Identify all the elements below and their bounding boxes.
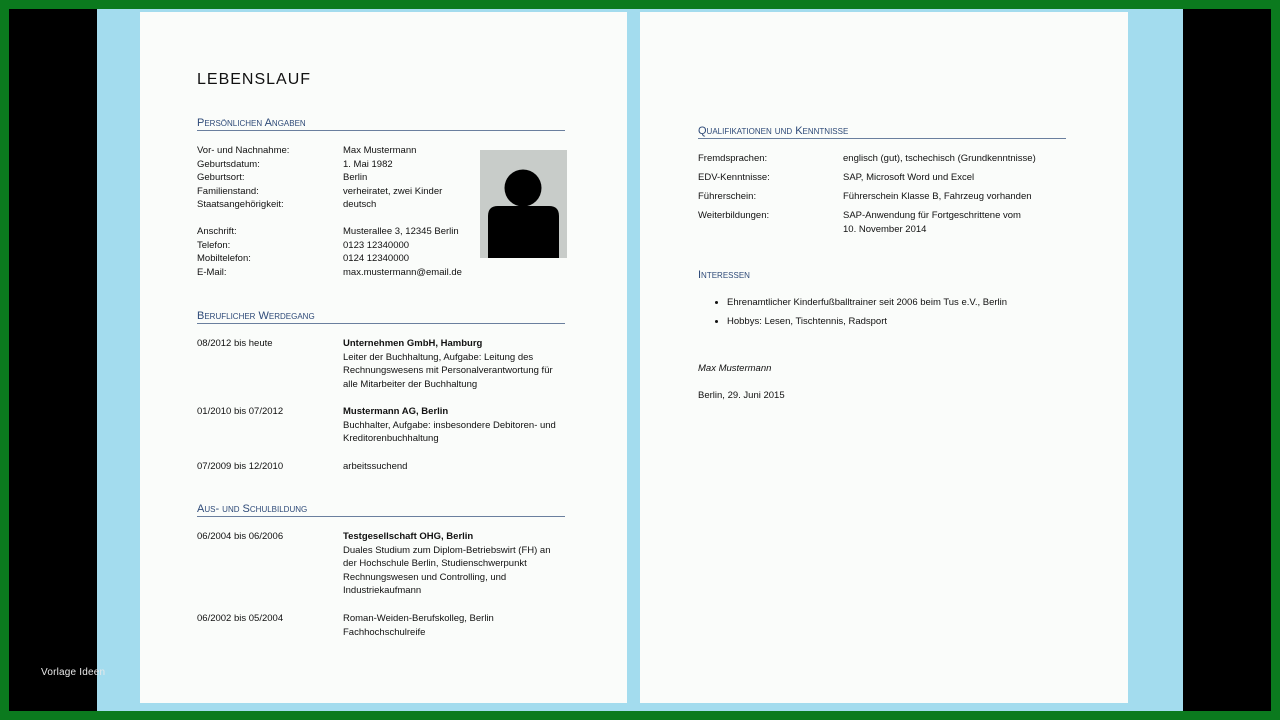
entry-line: arbeitssuchend — [343, 461, 408, 472]
page-right — [640, 12, 1128, 703]
field-value: 1. Mai 1982 — [343, 158, 393, 170]
entry-line: alle Mitarbeiter der Buchhaltung — [343, 378, 478, 390]
entry-employer: Mustermann AG, Berlin — [343, 406, 449, 417]
profile-photo — [480, 150, 567, 258]
watermark: Vorlage Ideen — [41, 667, 106, 678]
field-label: Mobiltelefon: — [197, 253, 251, 265]
list-item: • Ehrenamtlicher Kinderfußballtrainer seit 2006 beim Tus e.V., Berlin — [727, 296, 1007, 310]
entry-line: Duales Studium zum Diplom-Betriebswirt (FH) an — [343, 544, 551, 556]
entry-line: Buchhalter, Aufgabe: insbesondere Debitoren- und — [343, 419, 556, 431]
entry-period: 08/2012 bis heute — [197, 338, 273, 349]
entry-line: Roman-Weiden-Berufskolleg, Berlin — [343, 613, 494, 624]
entry-line: Kreditorenbuchhaltung — [343, 433, 439, 445]
field-value: Max Mustermann — [343, 145, 417, 156]
section-heading-education: Aus- und Schulbildung — [197, 503, 565, 517]
qualification-label: Fremdsprachen: — [698, 153, 768, 164]
signature-name: Max Mustermann — [698, 363, 772, 374]
entry-period: 06/2004 bis 06/2006 — [197, 531, 284, 542]
interests-list — [698, 296, 1007, 334]
section-heading-qualifications: Qualifikationen und Kenntnisse — [698, 125, 1066, 139]
field-value: max.mustermann@email.de — [343, 266, 462, 278]
entry-line: Fachhochschulreife — [343, 626, 426, 638]
qualification-label: EDV-Kenntnisse: — [698, 172, 770, 183]
qualification-label: Führerschein: — [698, 191, 757, 202]
entry-employer: Testgesellschaft OHG, Berlin — [343, 531, 474, 542]
qualification-value: Führerschein Klasse B, Fahrzeug vorhanden — [843, 191, 1032, 202]
section-heading-personal: Persönlichen Angaben — [197, 117, 565, 131]
person-silhouette-icon — [480, 150, 567, 258]
field-value: Berlin — [343, 172, 368, 184]
field-label: Telefon: — [197, 239, 231, 251]
page-left — [140, 12, 627, 703]
section-heading-career: Beruflicher Werdegang — [197, 310, 565, 324]
field-label: Anschrift: — [197, 226, 237, 237]
field-label: Staatsangehörigkeit: — [197, 199, 284, 211]
qualification-value: englisch (gut), tschechisch (Grundkenntnisse) — [843, 153, 1036, 164]
field-value: verheiratet, zwei Kinder — [343, 185, 443, 197]
field-value: deutsch — [343, 199, 377, 211]
qualification-value: 10. November 2014 — [843, 223, 927, 235]
entry-line: der Hochschule Berlin, Studienschwerpunkt — [343, 558, 527, 570]
field-label: Geburtsort: — [197, 172, 245, 184]
field-value: 0123 12340000 — [343, 239, 410, 251]
entry-employer: Unternehmen GmbH, Hamburg — [343, 338, 483, 349]
field-value: 0124 12340000 — [343, 253, 410, 265]
field-label: Familienstand: — [197, 185, 259, 197]
signature-date: Berlin, 29. Juni 2015 — [698, 390, 785, 401]
entry-line: Rechnungswesen und Controlling, und — [343, 571, 507, 583]
entry-line: Industriekaufmann — [343, 585, 422, 597]
entry-period: 06/2002 bis 05/2004 — [197, 613, 284, 624]
entry-period: 07/2009 bis 12/2010 — [197, 461, 284, 472]
field-label: Vor- und Nachnahme: — [197, 145, 290, 156]
list-item: • Hobbys: Lesen, Tischtennis, Radsport — [727, 315, 1007, 329]
field-value: Musterallee 3, 12345 Berlin — [343, 226, 459, 237]
qualification-value: SAP, Microsoft Word und Excel — [843, 172, 975, 183]
field-label: E-Mail: — [197, 266, 227, 278]
qualification-value: SAP-Anwendung für Fortgeschrittene vom — [843, 210, 1021, 221]
qualification-label: Weiterbildungen: — [698, 210, 770, 221]
field-label: Geburtsdatum: — [197, 158, 260, 170]
entry-line: Leiter der Buchhaltung, Aufgabe: Leitung des — [343, 351, 534, 363]
document-title: LEBENSLAUF — [197, 71, 312, 88]
entry-period: 01/2010 bis 07/2012 — [197, 406, 284, 417]
section-heading-interests: Interessen — [698, 269, 750, 281]
entry-line: Rechnungswesens mit Personalverantwortung für — [343, 365, 553, 377]
